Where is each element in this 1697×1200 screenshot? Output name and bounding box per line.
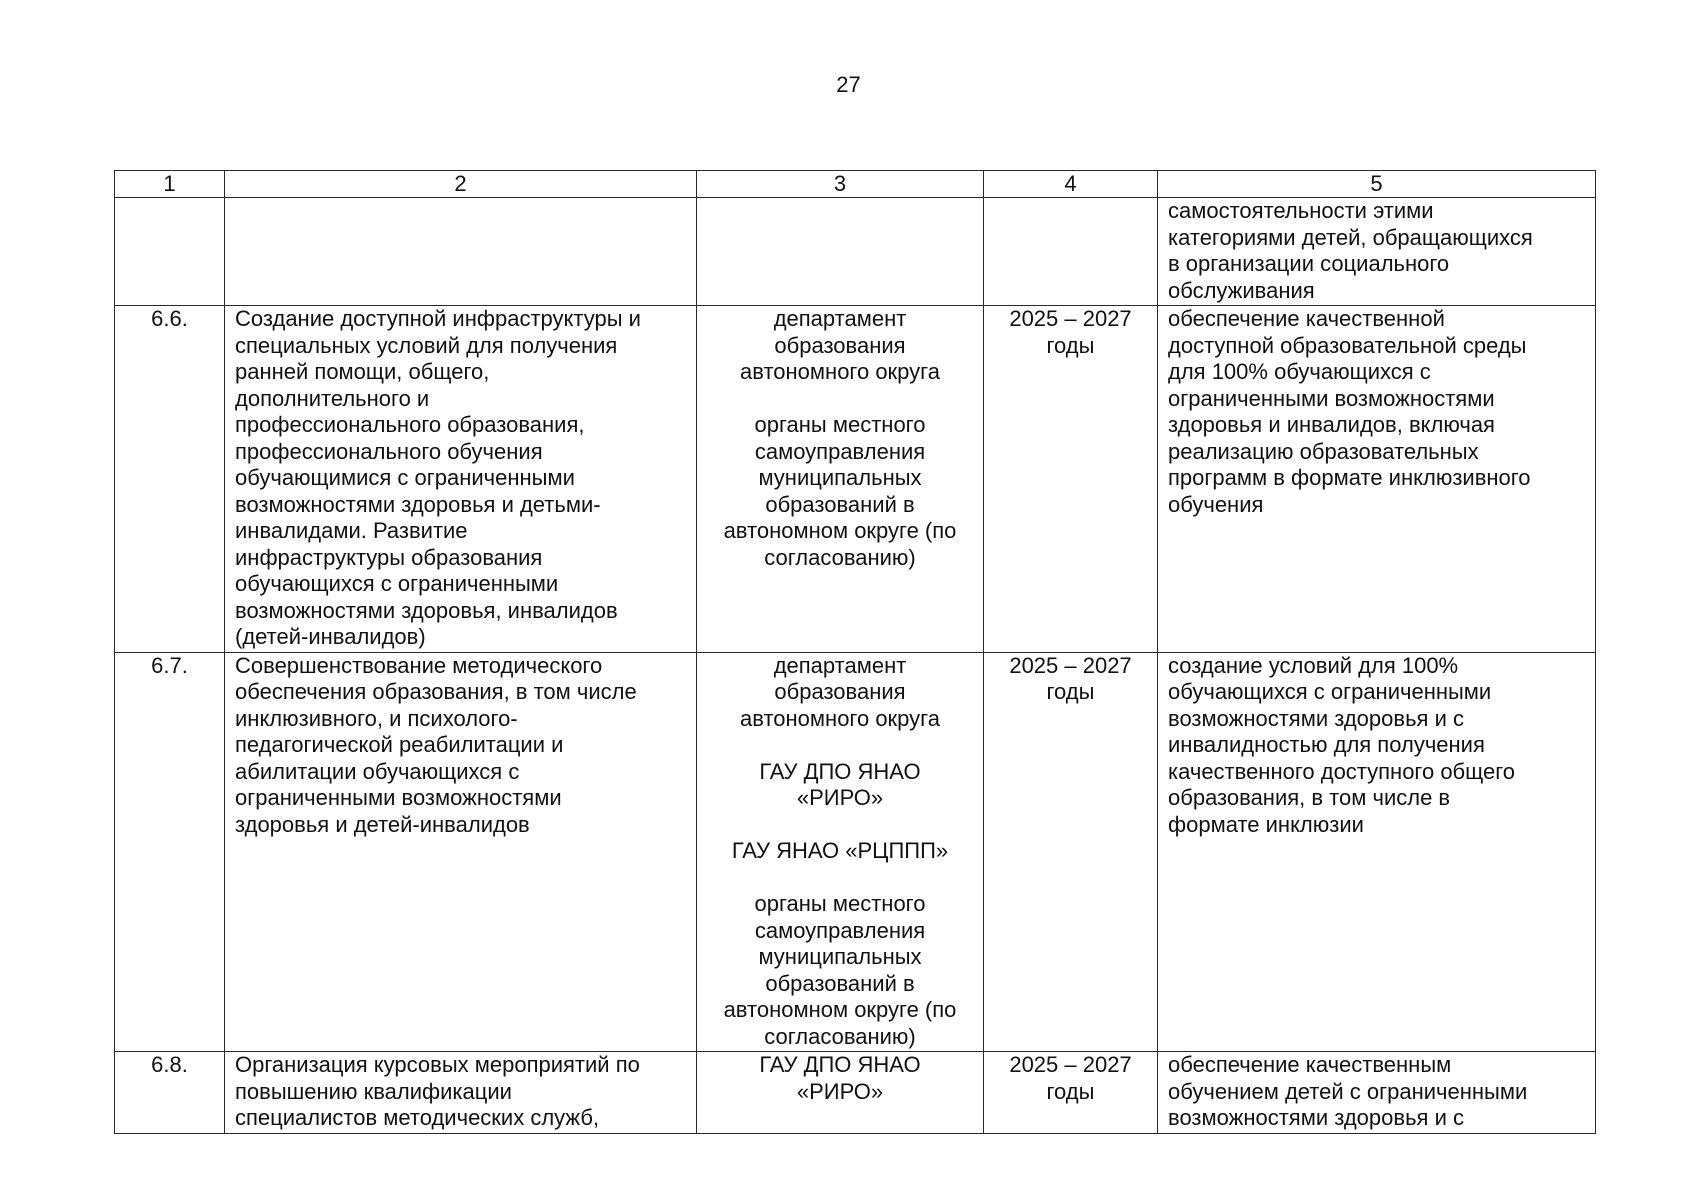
page-number: 27 — [836, 72, 861, 97]
action-cell: Создание доступной инфраструктуры и специальных условий для получения ранней помощи, общего, дополнительного и профессионального образования, профессионального обучения обучающимися с ограниченными возможностями здоровья и детьми- инвалидами. Развитие инфраструктуры образования обучающихся с ограниченными возможностями здоровья, инвалидов (детей-инвалидов) — [225, 306, 697, 653]
row-number-cell: 6.8. — [115, 1052, 225, 1134]
responsible-cell: департамент образования автономного округа органы местного самоуправления муниципальных образований в автономном округе (по согласованию) — [697, 306, 984, 653]
responsible-cell: ГАУ ДПО ЯНАО «РИРО» — [697, 1052, 984, 1134]
header-row — [115, 171, 1596, 198]
result-cell: самостоятельности этими категориями детей, обращающихся в организации социального обслуживания — [1158, 198, 1596, 306]
table-row — [115, 652, 1596, 1052]
row-number-cell: 6.6. — [115, 306, 225, 653]
row-number-cell: 6.7. — [115, 652, 225, 1052]
header-col-3: 3 — [697, 171, 984, 198]
result-cell: создание условий для 100% обучающихся с ограниченными возможностями здоровья и с инвалидностью для получения качественного доступного общего образования, в том числе в формате инклюзии — [1158, 652, 1596, 1052]
period-cell: 2025 – 2027 годы — [984, 1052, 1158, 1134]
action-cell: Совершенствование методического обеспечения образования, в том числе инклюзивного, и психолого- педагогической реабилитации и абилитации обучающихся с ограниченными возможностями здоровья и детей-инвалидов — [225, 652, 697, 1052]
action-cell — [225, 198, 697, 306]
responsible-cell: департамент образования автономного округа ГАУ ДПО ЯНАО «РИРО» ГАУ ЯНАО «РЦППП» органы местного самоуправления муниципальных образований в автономном округе (по согласованию) — [697, 652, 984, 1052]
header-col-4: 4 — [984, 171, 1158, 198]
table-row — [115, 306, 1596, 653]
period-cell: 2025 – 2027 годы — [984, 652, 1158, 1052]
header-col-1: 1 — [115, 171, 225, 198]
result-cell: обеспечение качественной доступной образовательной среды для 100% обучающихся с ограниченными возможностями здоровья и инвалидов, включая реализацию образовательных программ в формате инклюзивного обучения — [1158, 306, 1596, 653]
row-number-cell — [115, 198, 225, 306]
result-cell: обеспечение качественным обучением детей с ограниченными возможностями здоровья и с — [1158, 1052, 1596, 1134]
action-cell: Организация курсовых мероприятий по повышению квалификации специалистов методических служб, — [225, 1052, 697, 1134]
measures-table — [114, 170, 1596, 1134]
table-row — [115, 1052, 1596, 1134]
period-cell: 2025 – 2027 годы — [984, 306, 1158, 653]
responsible-cell — [697, 198, 984, 306]
header-col-2: 2 — [225, 171, 697, 198]
header-col-5: 5 — [1158, 171, 1596, 198]
table-row — [115, 198, 1596, 306]
period-cell — [984, 198, 1158, 306]
